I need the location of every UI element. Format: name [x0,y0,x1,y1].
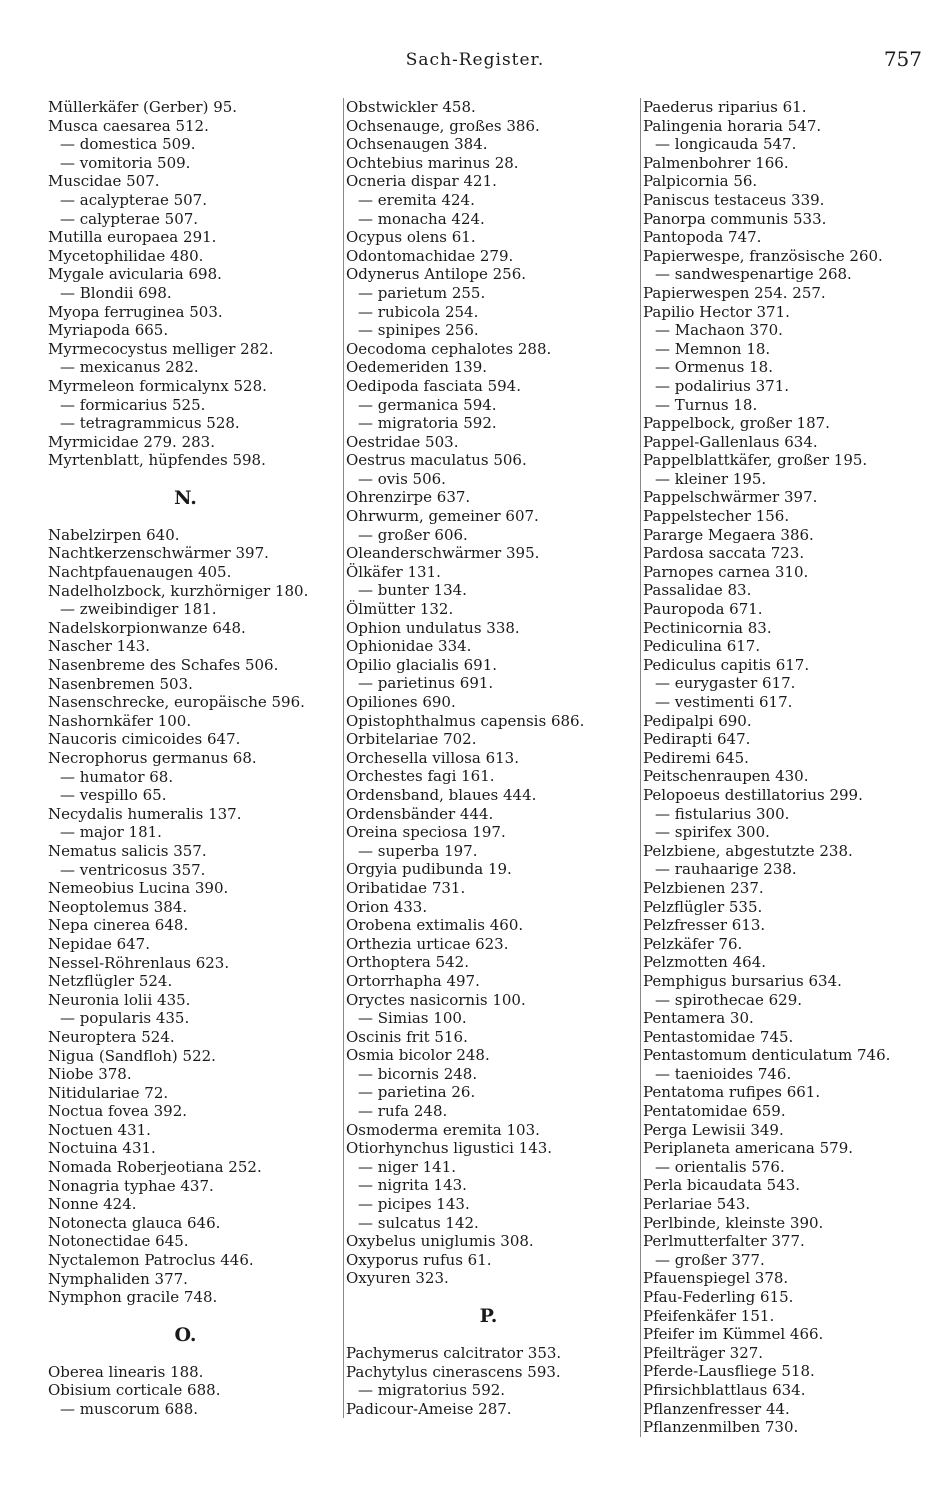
index-entry: Pelopoeus destillatorius 299. [643,785,863,804]
index-entry: Panorpa communis 533. [643,209,827,228]
index-subentry: — fistularius 300. [655,804,790,823]
running-head: Sach-Register. [405,50,545,70]
index-entry: Pedirapti 647. [643,730,751,749]
index-entry: Ocneria dispar 421. [346,172,497,191]
index-column-2 [343,98,631,1418]
index-subentry: — zweibindiger 181. [60,600,217,619]
index-entry: Perlbinde, kleinste 390. [643,1213,824,1232]
section-letter-heading: O. [174,1323,197,1346]
index-entry: Oxyuren 323. [346,1269,449,1288]
index-entry: Nemeobius Lucina 390. [48,879,229,898]
index-entry: Nitidulariae 72. [48,1083,169,1102]
index-entry: Orbitelariae 702. [346,730,477,749]
index-entry: Pentastomidae 745. [643,1027,794,1046]
index-entry: Pentamera 30. [643,1009,754,1028]
index-entry: Pelzkäfer 76. [643,934,743,953]
index-entry: Pelzbienen 237. [643,878,764,897]
index-entry: Pfeifenkäfer 151. [643,1306,775,1325]
index-subentry: — calypterae 507. [60,209,199,228]
index-entry: Niobe 378. [48,1065,132,1084]
index-entry: Ohrenzirpe 637. [346,488,471,507]
index-entry: Myrmecocystus melliger 282. [48,339,274,358]
index-entry: Pentatoma rufipes 661. [643,1083,821,1102]
index-entry: Nessel-Röhrenlaus 623. [48,953,230,972]
index-entry: Otiorhynchus ligustici 143. [346,1139,553,1158]
index-entry: Pfirsichblattlaus 634. [643,1380,806,1399]
index-entry: Pentastomum denticulatum 746. [643,1046,891,1065]
index-entry: Nabelzirpen 640. [48,525,180,544]
index-entry: Oscinis frit 516. [346,1027,468,1046]
index-entry: Orchestes fagi 161. [346,767,495,786]
index-entry: Ochtebius marinus 28. [346,153,519,172]
index-entry: Müllerkäfer (Gerber) 95. [48,98,238,116]
index-entry: Myrmicidae 279. 283. [48,432,215,451]
index-subentry: — bicornis 248. [358,1064,478,1083]
index-entry: Ohrwurm, gemeiner 607. [346,507,539,526]
index-entry: Perlmutterfalter 377. [643,1232,805,1251]
index-column-1 [48,98,323,1419]
index-entry: Orchesella villosa 613. [346,748,519,767]
index-entry: Osmoderma eremita 103. [346,1120,540,1139]
index-subentry: — spirifex 300. [655,823,770,842]
index-entry: Pappelschwärmer 397. [643,488,818,507]
index-subentry: — parietina 26. [358,1083,476,1102]
index-entry: Ochsenaugen 384. [346,135,488,154]
index-entry: Myriapoda 665. [48,321,169,340]
index-entry: Oryctes nasicornis 100. [346,990,526,1009]
index-entry: Orgyia pudibunda 19. [346,860,512,879]
index-entry: Ophionidae 334. [346,637,472,656]
index-subentry: — picipes 143. [358,1195,470,1214]
index-entry: Pappelstecher 156. [643,507,790,526]
index-entry: Noctuen 431. [48,1120,151,1139]
index-subentry: — ovis 506. [358,469,446,488]
index-entry: Nasenbremen 503. [48,674,193,693]
index-entry: Nonne 424. [48,1195,137,1214]
index-subentry: — orientalis 576. [655,1157,785,1176]
index-subentry: — taenioides 746. [655,1064,792,1083]
index-entry: Neoptolemus 384. [48,897,188,916]
section-letter-heading: N. [174,486,197,509]
index-subentry: — parietinus 691. [358,674,494,693]
index-entry: Necydalis humeralis 137. [48,804,242,823]
index-subentry: — niger 141. [358,1157,457,1176]
index-entry: Ortorrhapha 497. [346,971,480,990]
index-entry: Ophion undulatus 338. [346,618,520,637]
index-entry: Nasenschrecke, europäische 596. [48,693,305,712]
index-entry: Padicour-Ameise 287. [346,1399,512,1418]
index-entry: Perga Lewisii 349. [643,1120,784,1139]
index-entry: Nachtpfauenaugen 405. [48,563,232,582]
index-entry: Paniscus testaceus 339. [643,190,825,209]
index-subentry: — sandwespenartige 268. [655,265,852,284]
index-subentry: — eremita 424. [358,190,475,209]
index-entry: Odynerus Antilope 256. [346,265,526,284]
index-subentry: — formicarius 525. [60,395,206,414]
index-subentry: — humator 68. [60,767,174,786]
index-subentry: — rubicola 254. [358,302,479,321]
index-entry: Notonecta glauca 646. [48,1213,221,1232]
index-entry: Pfau-Federling 615. [643,1288,794,1306]
index-subentry: — großer 606. [358,525,468,544]
index-entry: Passalidae 83. [643,581,752,600]
index-entry: Oleanderschwärmer 395. [346,544,540,563]
index-entry: Myrmeleon formicalynx 528. [48,376,267,395]
index-entry: Pelzmotten 464. [643,953,767,972]
index-entry: Myopa ferruginea 503. [48,302,223,321]
index-entry: Pappelblattkäfer, großer 195. [643,451,868,470]
index-entry: Oxyporus rufus 61. [346,1250,492,1269]
index-entry: Obisium corticale 688. [48,1381,221,1400]
index-entry: Pelzfresser 613. [643,916,766,935]
index-subentry: — vespillo 65. [60,786,167,805]
index-entry: Nachtkerzenschwärmer 397. [48,544,269,563]
index-subentry: — Machaon 370. [655,321,783,340]
index-entry: Palmenbohrer 166. [643,153,789,172]
index-entry: Netzflügler 524. [48,972,173,991]
index-entry: Myrtenblatt, hüpfendes 598. [48,451,266,470]
index-entry: Mycetophilidae 480. [48,246,204,265]
index-entry: Ölmütter 132. [346,600,454,619]
index-entry: Nyctalemon Patroclus 446. [48,1251,254,1270]
index-entry: Mygale avicularia 698. [48,265,222,284]
index-entry: Orion 433. [346,897,428,916]
index-subentry: — monacha 424. [358,209,485,228]
index-subentry: — großer 377. [655,1250,765,1269]
index-subentry: — kleiner 195. [655,469,767,488]
index-entry: Perlariae 543. [643,1195,751,1214]
index-entry: Oestrus maculatus 506. [346,451,527,470]
index-entry: Pedipalpi 690. [643,711,752,730]
index-entry: Papierwespen 254. 257. [643,283,826,302]
index-subentry: — spirothecae 629. [655,990,803,1009]
index-entry: Pflanzenfresser 44. [643,1399,790,1418]
index-entry: Noctuina 431. [48,1139,156,1158]
index-entry: Ocypus olens 61. [346,228,476,247]
index-entry: Pfeilträger 327. [643,1343,764,1362]
index-entry: Pachymerus calcitrator 353. [346,1344,562,1362]
index-entry: Parnopes carnea 310. [643,562,809,581]
index-entry: Odontomachidae 279. [346,246,514,265]
index-entry: Osmia bicolor 248. [346,1046,490,1065]
index-entry: Oxybelus uniglumis 308. [346,1232,534,1251]
index-entry: Oberea linearis 188. [48,1362,204,1381]
index-entry: Musca caesarea 512. [48,116,209,135]
index-entry: Palpicornia 56. [643,172,758,191]
index-entry: Pachytylus cinerascens 593. [346,1362,561,1381]
index-subentry: — domestica 509. [60,135,196,154]
index-subentry: — muscorum 688. [60,1400,199,1418]
index-subentry: — vestimenti 617. [655,693,793,711]
index-column-3 [640,98,938,1437]
index-entry: Nepa cinerea 648. [48,916,189,935]
index-subentry: — superba 197. [358,841,478,860]
index-entry: Pflanzenmilben 730. [643,1418,799,1437]
index-entry: Paederus riparius 61. [643,98,807,116]
index-subentry: — Simias 100. [358,1009,467,1028]
index-entry: Nomada Roberjeotiana 252. [48,1158,262,1177]
index-entry: Pararge Megaera 386. [643,525,814,544]
index-entry: Pelzbiene, abgestutzte 238. [643,841,853,860]
index-entry: Orthoptera 542. [346,953,469,972]
index-entry: Necrophorus germanus 68. [48,749,257,767]
index-entry: Pfauenspiegel 378. [643,1269,789,1288]
index-entry: Palingenia horaria 547. [643,116,822,135]
index-entry: Oedemeriden 139. [346,358,488,377]
index-subentry: — spinipes 256. [358,321,479,340]
index-entry: Nashornkäfer 100. [48,711,192,730]
index-subentry: — popularis 435. [60,1009,190,1028]
index-entry: Ochsenauge, großes 386. [346,116,540,135]
index-entry: Pardosa saccata 723. [643,544,805,563]
index-entry: Orobena extimalis 460. [346,916,524,935]
index-entry: Pectinicornia 83. [643,618,772,637]
index-entry: Pappel-Gallenlaus 634. [643,432,818,451]
index-entry: Mutilla europaea 291. [48,228,217,247]
index-subentry: — Blondii 698. [60,283,172,302]
index-entry: Notonectidae 645. [48,1232,189,1251]
index-entry: Periplaneta americana 579. [643,1139,854,1158]
index-entry: Ordensband, blaues 444. [346,785,537,804]
index-entry: Obstwickler 458. [346,98,476,116]
index-entry: Pfeifer im Kümmel 466. [643,1325,824,1344]
index-entry: Oedipoda fasciata 594. [346,376,521,395]
index-subentry: — rufa 248. [358,1102,448,1121]
index-entry: Opilio glacialis 691. [346,655,498,674]
index-entry: Pelzflügler 535. [643,897,763,916]
index-subentry: — podalirius 371. [655,376,790,395]
index-entry: Oecodoma cephalotes 288. [346,339,552,358]
index-entry: Papierwespe, französische 260. [643,246,883,265]
index-entry: Ordensbänder 444. [346,804,494,823]
index-entry: Oribatidae 731. [346,878,466,897]
index-entry: Nascher 143. [48,637,151,656]
index-subentry: — bunter 134. [358,581,467,600]
index-entry: Pediremi 645. [643,748,749,767]
index-subentry: — sulcatus 142. [358,1213,479,1232]
index-entry: Pentatomidae 659. [643,1102,786,1121]
index-entry: Papilio Hector 371. [643,302,790,321]
index-entry: Pferde-Lausfliege 518. [643,1362,815,1381]
index-entry: Peitschenraupen 430. [643,767,809,786]
index-entry: Orthezia urticae 623. [346,934,509,953]
index-entry: Pemphigus bursarius 634. [643,971,842,990]
index-entry: Nigua (Sandfloh) 522. [48,1046,216,1065]
index-entry: Pediculina 617. [643,637,761,656]
index-entry: Noctua fovea 392. [48,1102,187,1121]
index-subentry: — tetragrammicus 528. [60,414,240,433]
index-entry: Nymphaliden 377. [48,1269,188,1288]
index-entry: Perla bicaudata 543. [643,1176,801,1195]
index-entry: Muscidae 507. [48,172,160,191]
index-entry: Nasenbreme des Schafes 506. [48,656,279,675]
index-subentry: — acalypterae 507. [60,190,207,209]
index-entry: Oestridae 503. [346,432,459,451]
index-entry: Nymphon gracile 748. [48,1288,218,1307]
index-entry: Nematus salicis 357. [48,841,207,860]
section-letter-heading: P. [479,1305,498,1327]
index-entry: Nonagria typhae 437. [48,1176,214,1195]
index-subentry: — Ormenus 18. [655,358,773,377]
index-subentry: — migratoria 592. [358,414,497,433]
page-number: 757 [883,47,922,71]
index-entry: Opiliones 690. [346,693,456,711]
index-entry: Pediculus capitis 617. [643,655,810,674]
index-entry: Ölkäfer 131. [346,562,441,581]
index-subentry: — nigrita 143. [358,1176,467,1195]
index-subentry: — parietum 255. [358,283,486,302]
index-subentry: — eurygaster 617. [655,674,796,693]
index-subentry: — rauhaarige 238. [655,860,797,879]
index-entry: Naucoris cimicoides 647. [48,730,241,749]
index-entry: Pauropoda 671. [643,600,763,619]
index-subentry: — vomitoria 509. [60,153,191,172]
index-subentry: — germanica 594. [358,395,497,414]
index-entry: Nepidae 647. [48,934,150,953]
index-subentry: — Memnon 18. [655,339,771,358]
index-subentry: — ventricosus 357. [60,860,206,879]
index-subentry: — longicauda 547. [655,135,797,154]
index-subentry: — major 181. [60,823,162,842]
index-entry: Oreina speciosa 197. [346,823,506,842]
index-entry: Pappelbock, großer 187. [643,414,830,433]
index-entry: Opistophthalmus capensis 686. [346,711,585,730]
index-entry: Neuronia lolii 435. [48,990,191,1009]
index-entry: Neuroptera 524. [48,1027,175,1046]
index-subentry: — mexicanus 282. [60,358,199,377]
index-subentry: — Turnus 18. [655,395,758,414]
index-entry: Pantopoda 747. [643,228,762,247]
index-entry: Nadelskorpionwanze 648. [48,618,246,637]
index-subentry: — migratorius 592. [358,1381,506,1400]
index-entry: Nadelholzbock, kurzhörniger 180. [48,581,309,600]
